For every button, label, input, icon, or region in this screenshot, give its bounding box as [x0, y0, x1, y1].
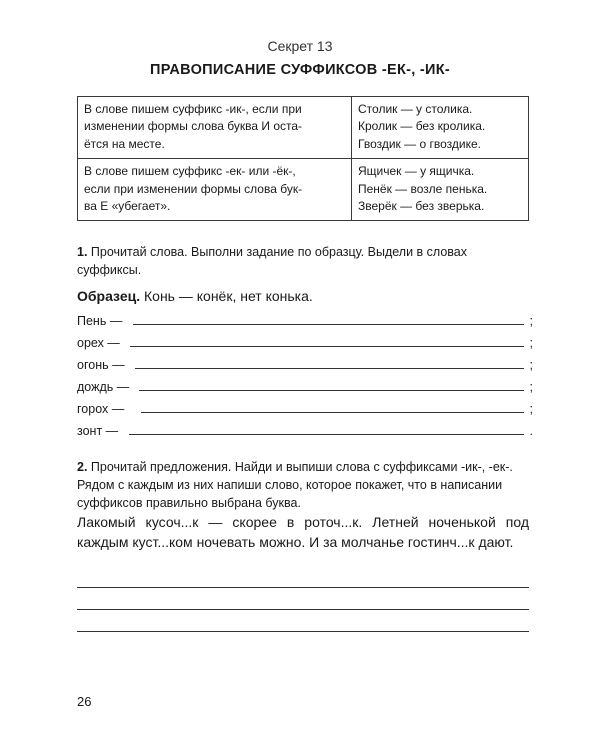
- task2-instructions: [77, 458, 529, 512]
- task1-text: Прочитай слова. Выполни задание по образцу. Выдели в словах суффиксы.: [77, 245, 467, 278]
- examples-cell: [352, 97, 529, 159]
- writing-line[interactable]: [77, 609, 529, 610]
- answer-end: ;: [529, 314, 533, 328]
- example-line: Гвоздик — о гвоздике.: [358, 136, 481, 151]
- page-title: ПРАВОПИСАНИЕ СУФФИКСОВ -ЕК-, -ИК-: [149, 62, 451, 78]
- page-number: 26: [77, 694, 92, 709]
- rule-line: изменении формы слова буква И оста-: [84, 119, 303, 134]
- answer-row: [77, 354, 533, 374]
- answer-end: ;: [529, 336, 533, 350]
- rule-line: ва Е «убегает».: [84, 198, 171, 213]
- example-line: Зверёк — без зверька.: [358, 198, 485, 213]
- answer-word: зонт —: [77, 424, 119, 438]
- task2-number: 2.: [77, 460, 88, 474]
- writing-line[interactable]: [77, 587, 529, 588]
- answer-row: [77, 420, 533, 440]
- answer-word: Пень —: [77, 314, 123, 328]
- answer-end: ;: [529, 358, 533, 372]
- example-line: Пенёк — возле пенька.: [358, 181, 488, 196]
- task1-instructions: [77, 243, 529, 279]
- task2-passage: Лакомый кусоч...к — скорее в роточ...к. Летней ноченькой под каждым куст...ком ночевать можно. И за молчанье гостинч...к дают.: [77, 514, 529, 550]
- task2-text: Прочитай предложения. Найди и выпиши слова с суффиксами -ик-, -ек-. Рядом с каждым из них напиши слово, которое покажет, что в написании суффиксов правильно выбрана буква.: [77, 460, 513, 511]
- sample-text: Конь — конёк, нет конька.: [144, 288, 313, 304]
- sample-label: Образец.: [77, 288, 141, 304]
- answer-end: ;: [529, 380, 533, 394]
- answer-line[interactable]: [139, 390, 524, 391]
- rule-line: если при изменении формы слова бук-: [84, 181, 303, 196]
- rules-table: [77, 96, 529, 221]
- rules-row: [78, 97, 529, 159]
- answer-line[interactable]: [130, 346, 524, 347]
- example-line: Столик — у столика.: [358, 102, 473, 116]
- rule-cell: [78, 97, 352, 159]
- sample: [77, 288, 313, 304]
- answer-line[interactable]: [133, 324, 524, 325]
- rule-line: В слове пишем суффикс -ек- или -ёк-,: [84, 164, 296, 179]
- answer-line[interactable]: [135, 368, 524, 369]
- answer-end: ;: [529, 402, 533, 416]
- rules-row: [78, 159, 529, 221]
- rule-cell: [78, 159, 352, 221]
- example-line: Кролик — без кролика.: [358, 119, 486, 134]
- answer-row: [77, 310, 533, 330]
- answer-word: орех —: [77, 336, 120, 350]
- answer-word: дождь —: [77, 380, 130, 394]
- task1-number: 1.: [77, 245, 88, 259]
- answer-line[interactable]: [129, 434, 524, 435]
- answer-row: [77, 398, 533, 418]
- answer-row: [77, 376, 533, 396]
- examples-cell: [352, 159, 529, 221]
- example-line: Ящичек — у ящичка.: [358, 164, 475, 179]
- secret-label: Секрет 13: [267, 38, 333, 54]
- answer-word: огонь —: [77, 358, 125, 372]
- writing-line[interactable]: [77, 631, 529, 632]
- rule-line: В слове пишем суффикс -ик-, если при: [84, 102, 302, 116]
- rule-line: ётся на месте.: [84, 136, 165, 151]
- answer-word: горох —: [77, 402, 125, 416]
- answer-line[interactable]: [141, 412, 524, 413]
- answer-end: .: [529, 424, 533, 438]
- answer-row: [77, 332, 533, 352]
